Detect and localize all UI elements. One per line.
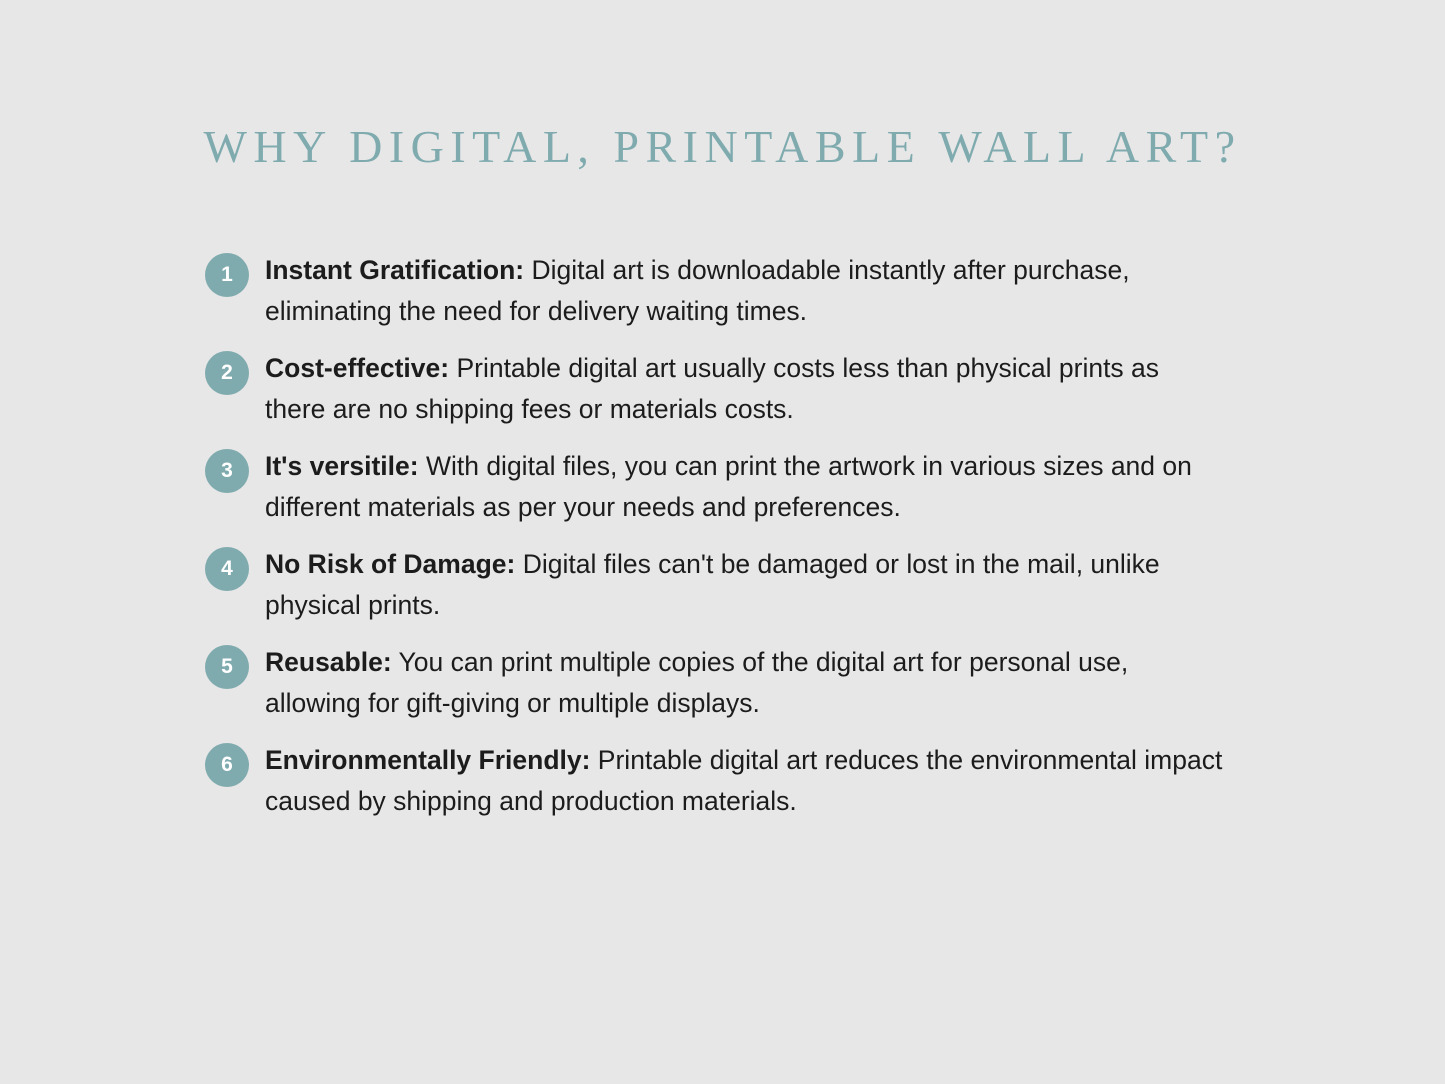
list-item-number-badge: 1 <box>205 253 249 297</box>
list-item-text <box>265 740 1225 822</box>
list-item <box>205 544 1265 626</box>
list-item-text <box>265 544 1225 626</box>
list-item-number-badge: 5 <box>205 645 249 689</box>
list-item-body: Digital art is downloadable instantly after purchase, eliminating the need for delivery waiting times. <box>265 255 1130 326</box>
list-item <box>205 740 1265 822</box>
list-item-lead: Instant Gratification: <box>265 255 525 285</box>
page-title: WHY DIGITAL, PRINTABLE WALL ART? <box>203 121 1242 172</box>
list-item-lead: Environmentally Friendly: <box>265 745 591 775</box>
list-item-lead: Cost-effective: <box>265 353 450 383</box>
list-item-text <box>265 642 1225 724</box>
list-item <box>205 348 1265 430</box>
list-item-number-badge: 2 <box>205 351 249 395</box>
list-item-body: With digital files, you can print the artwork in various sizes and on different materials as per your needs and preferences. <box>265 451 1192 522</box>
list-item-number-badge: 3 <box>205 449 249 493</box>
list-item-text <box>265 348 1225 430</box>
list-item-number-badge: 4 <box>205 547 249 591</box>
benefits-list <box>205 250 1265 838</box>
list-item <box>205 250 1265 332</box>
list-item-number-badge: 6 <box>205 743 249 787</box>
list-item <box>205 446 1265 528</box>
list-item-body: Digital files can't be damaged or lost in the mail, unlike physical prints. <box>265 549 1160 620</box>
list-item-lead: No Risk of Damage: <box>265 549 516 579</box>
list-item <box>205 642 1265 724</box>
list-item-lead: It's versitile: <box>265 451 419 481</box>
list-item-body: Printable digital art reduces the environmental impact caused by shipping and production materials. <box>265 745 1223 816</box>
list-item-text <box>265 250 1225 332</box>
list-item-body: Printable digital art usually costs less than physical prints as there are no shipping fees or materials costs. <box>265 353 1160 424</box>
list-item-body: You can print multiple copies of the digital art for personal use, allowing for gift-giving or multiple displays. <box>265 647 1129 718</box>
list-item-text <box>265 446 1225 528</box>
list-item-lead: Reusable: <box>265 647 392 677</box>
